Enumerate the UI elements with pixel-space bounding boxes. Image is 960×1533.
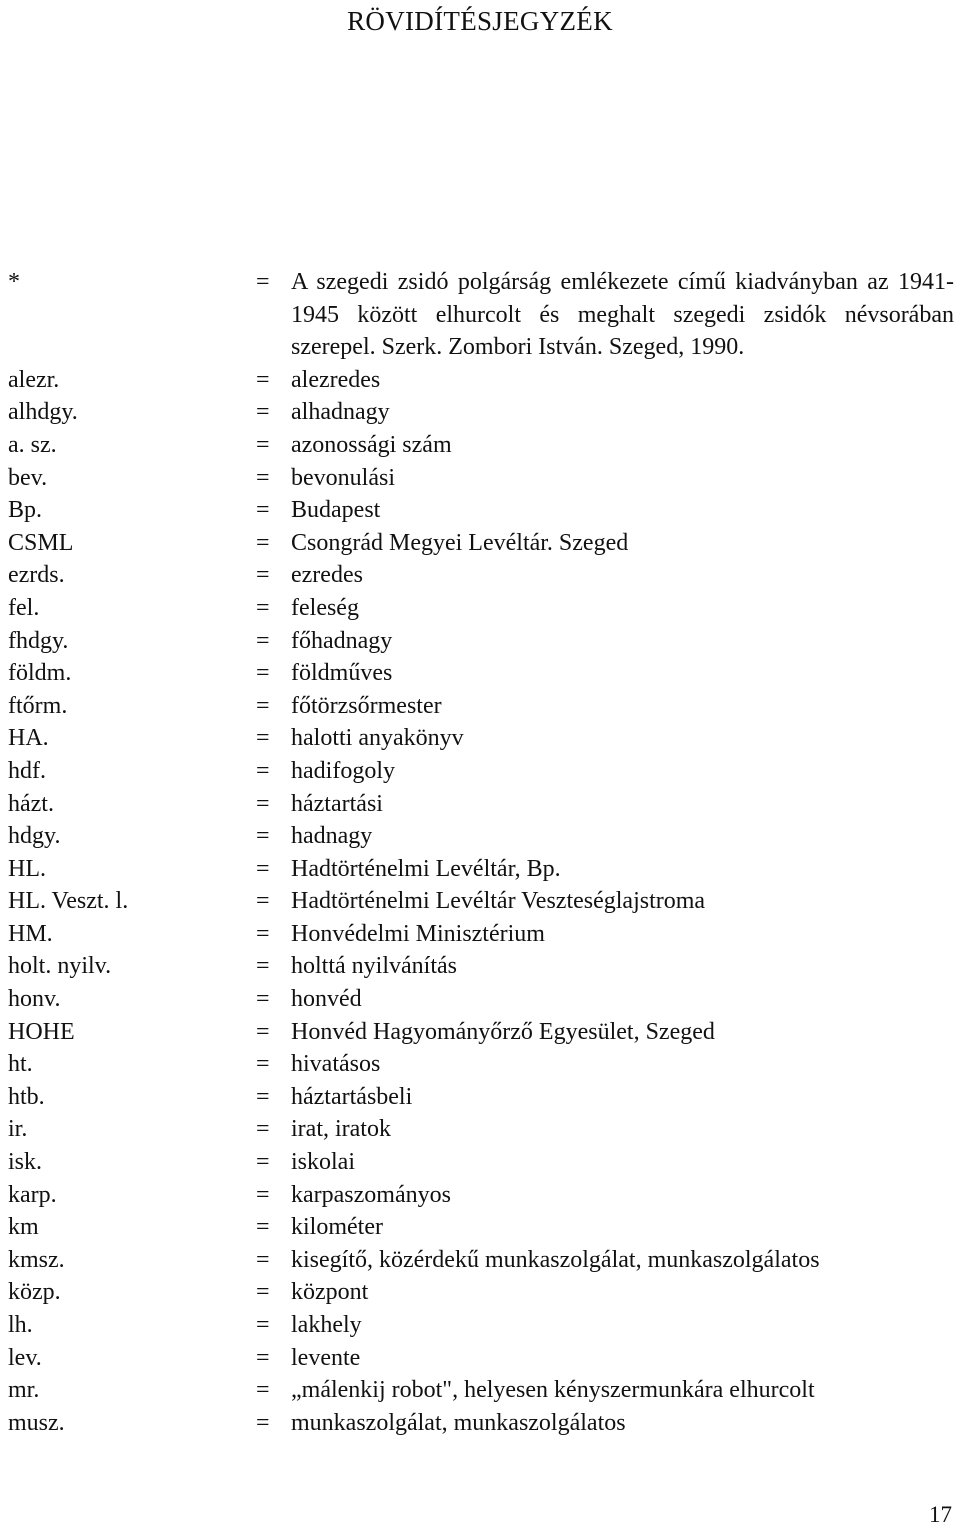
list-item bbox=[0, 625, 960, 658]
list-item bbox=[0, 983, 960, 1016]
abbreviation: honv. bbox=[8, 986, 61, 1013]
equals-sign: = bbox=[256, 1246, 270, 1273]
equals-sign: = bbox=[256, 953, 270, 980]
page-number: 17 bbox=[929, 1502, 952, 1527]
definition: hivatásos bbox=[291, 1051, 381, 1078]
definition: alezredes bbox=[291, 366, 381, 393]
list-item bbox=[0, 592, 960, 625]
definition: holttá nyilvánítás bbox=[291, 953, 457, 980]
abbreviation: fhdgy. bbox=[8, 627, 69, 654]
equals-sign: = bbox=[256, 1083, 270, 1110]
list-item bbox=[0, 462, 960, 495]
equals-sign: = bbox=[256, 1409, 270, 1436]
page-title: RÖVIDÍTÉSJEGYZÉK bbox=[347, 6, 613, 36]
abbreviation: htb. bbox=[8, 1083, 45, 1110]
list-item bbox=[0, 788, 960, 821]
abbreviation: isk. bbox=[8, 1149, 43, 1176]
abbreviation: ftőrm. bbox=[8, 692, 68, 719]
definition: központ bbox=[291, 1279, 369, 1306]
list-item bbox=[0, 1146, 960, 1179]
abbreviation: lev. bbox=[8, 1344, 42, 1371]
abbreviation: lh. bbox=[8, 1312, 33, 1338]
abbreviation: kmsz. bbox=[8, 1246, 65, 1273]
equals-sign: = bbox=[256, 660, 270, 687]
abbreviation: alezr. bbox=[8, 366, 60, 393]
list-item bbox=[0, 1211, 960, 1244]
definition: halotti anyakönyv bbox=[291, 725, 464, 752]
list-item bbox=[0, 1309, 960, 1342]
list-item bbox=[0, 429, 960, 462]
list-item bbox=[0, 853, 960, 886]
definition: levente bbox=[291, 1344, 361, 1371]
definition: karpaszományos bbox=[291, 1181, 451, 1208]
list-item bbox=[0, 1179, 960, 1212]
abbreviation: HM. bbox=[8, 920, 53, 947]
equals-sign: = bbox=[256, 920, 270, 947]
list-item bbox=[0, 559, 960, 592]
equals-sign: = bbox=[256, 1312, 270, 1338]
abbreviation: ht. bbox=[8, 1051, 33, 1078]
equals-sign: = bbox=[256, 1344, 270, 1371]
equals-sign: = bbox=[256, 594, 270, 621]
definition: munkaszolgálat, munkaszolgálatos bbox=[291, 1409, 626, 1436]
list-item bbox=[0, 1081, 960, 1114]
list-item bbox=[0, 1244, 960, 1277]
definition: háztartásbeli bbox=[291, 1083, 413, 1110]
equals-sign: = bbox=[256, 1051, 270, 1078]
abbreviation: bev. bbox=[8, 464, 48, 491]
abbreviation: hdf. bbox=[8, 757, 46, 784]
equals-sign: = bbox=[256, 888, 270, 915]
equals-sign: = bbox=[256, 1149, 270, 1176]
abbreviation: musz. bbox=[8, 1409, 65, 1436]
definition: „málenkij robot", helyesen kényszermunkára elhurcolt bbox=[291, 1377, 815, 1404]
equals-sign: = bbox=[256, 725, 270, 752]
list-item bbox=[0, 527, 960, 560]
equals-sign: = bbox=[256, 1116, 270, 1143]
abbreviation: HL. bbox=[8, 855, 46, 882]
equals-sign: = bbox=[256, 627, 270, 654]
definition: Honvéd Hagyományőrző Egyesület, Szeged bbox=[291, 1018, 715, 1045]
definition: Hadtörténelmi Levéltár Veszteséglajstroma bbox=[291, 888, 706, 915]
abbreviation: földm. bbox=[8, 660, 72, 687]
abbreviation: a. sz. bbox=[8, 431, 57, 458]
equals-sign: = bbox=[256, 692, 270, 719]
equals-sign: = bbox=[256, 431, 270, 458]
list-item bbox=[0, 1048, 960, 1081]
definition: kisegítő, közérdekű munkaszolgálat, munkaszolgálatos bbox=[291, 1246, 820, 1273]
list-item bbox=[0, 364, 960, 397]
list-item bbox=[0, 396, 960, 429]
abbreviation: HL. Veszt. l. bbox=[8, 888, 129, 915]
equals-sign: = bbox=[256, 1279, 270, 1306]
equals-sign: = bbox=[256, 1377, 270, 1404]
abbreviation: alhdgy. bbox=[8, 399, 78, 426]
equals-sign: = bbox=[256, 855, 270, 882]
definition: iskolai bbox=[291, 1149, 355, 1176]
definition: azonossági szám bbox=[291, 431, 452, 458]
definition: főtörzsőrmester bbox=[291, 692, 442, 719]
definition: alhadnagy bbox=[291, 399, 390, 426]
definition: feleség bbox=[291, 594, 359, 621]
list-item bbox=[0, 918, 960, 951]
abbreviation: karp. bbox=[8, 1181, 57, 1208]
list-item bbox=[0, 755, 960, 788]
definition: honvéd bbox=[291, 986, 362, 1013]
abbreviation: * bbox=[8, 269, 20, 295]
equals-sign: = bbox=[256, 986, 270, 1013]
equals-sign: = bbox=[256, 562, 270, 589]
definition: főhadnagy bbox=[291, 627, 393, 654]
abbreviation: Bp. bbox=[8, 497, 43, 524]
equals-sign: = bbox=[256, 497, 270, 524]
definition: földműves bbox=[291, 660, 393, 687]
definition: Budapest bbox=[291, 497, 381, 524]
abbreviation: ir. bbox=[8, 1116, 28, 1143]
abbreviation: ezrds. bbox=[8, 562, 65, 589]
equals-sign: = bbox=[256, 529, 270, 556]
definition: Hadtörténelmi Levéltár, Bp. bbox=[291, 855, 561, 882]
list-item bbox=[0, 690, 960, 723]
list-item bbox=[0, 1276, 960, 1309]
abbreviation: mr. bbox=[8, 1377, 40, 1404]
abbreviation: CSML bbox=[8, 529, 74, 556]
definition: bevonulási bbox=[291, 464, 395, 491]
list-item bbox=[0, 885, 960, 918]
list-item bbox=[0, 266, 960, 364]
abbreviation-list bbox=[0, 266, 960, 1439]
list-item bbox=[0, 1407, 960, 1440]
equals-sign: = bbox=[256, 1018, 270, 1045]
abbreviation: fel. bbox=[8, 594, 40, 621]
abbreviation: HA. bbox=[8, 725, 49, 752]
definition: hadnagy bbox=[291, 823, 373, 850]
equals-sign: = bbox=[256, 399, 270, 426]
definition: lakhely bbox=[291, 1312, 362, 1338]
definition: hadifogoly bbox=[291, 757, 395, 784]
equals-sign: = bbox=[256, 1181, 270, 1208]
abbreviation: holt. nyilv. bbox=[8, 953, 112, 980]
list-item bbox=[0, 722, 960, 755]
equals-sign: = bbox=[256, 366, 270, 393]
equals-sign: = bbox=[256, 757, 270, 784]
list-item bbox=[0, 1374, 960, 1407]
equals-sign: = bbox=[256, 464, 270, 491]
abbreviation: közp. bbox=[8, 1279, 61, 1306]
list-item bbox=[0, 950, 960, 983]
list-item bbox=[0, 494, 960, 527]
list-item bbox=[0, 1342, 960, 1375]
definition: Honvédelmi Minisztérium bbox=[291, 920, 545, 947]
list-item bbox=[0, 657, 960, 690]
equals-sign: = bbox=[256, 790, 270, 817]
equals-sign: = bbox=[256, 269, 270, 295]
abbreviation: házt. bbox=[8, 790, 54, 817]
equals-sign: = bbox=[256, 823, 270, 850]
abbreviation: km bbox=[8, 1214, 39, 1241]
definition: A szegedi zsidó polgárság emlékezete című kiadványban az 1941-1945 között elhurcolt és meghalt szegedi zsidók névsorában szerepel. Szerk. Zombori István. Szeged, 1990. bbox=[291, 269, 954, 361]
list-item bbox=[0, 820, 960, 853]
list-item bbox=[0, 1016, 960, 1049]
abbreviation: HOHE bbox=[8, 1018, 75, 1045]
definition: kilométer bbox=[291, 1214, 383, 1241]
definition: Csongrád Megyei Levéltár. Szeged bbox=[291, 529, 629, 556]
equals-sign: = bbox=[256, 1214, 270, 1241]
definition: irat, iratok bbox=[291, 1116, 391, 1143]
definition: ezredes bbox=[291, 562, 363, 589]
list-item bbox=[0, 1113, 960, 1146]
abbreviation: hdgy. bbox=[8, 823, 61, 850]
definition: háztartási bbox=[291, 790, 383, 817]
